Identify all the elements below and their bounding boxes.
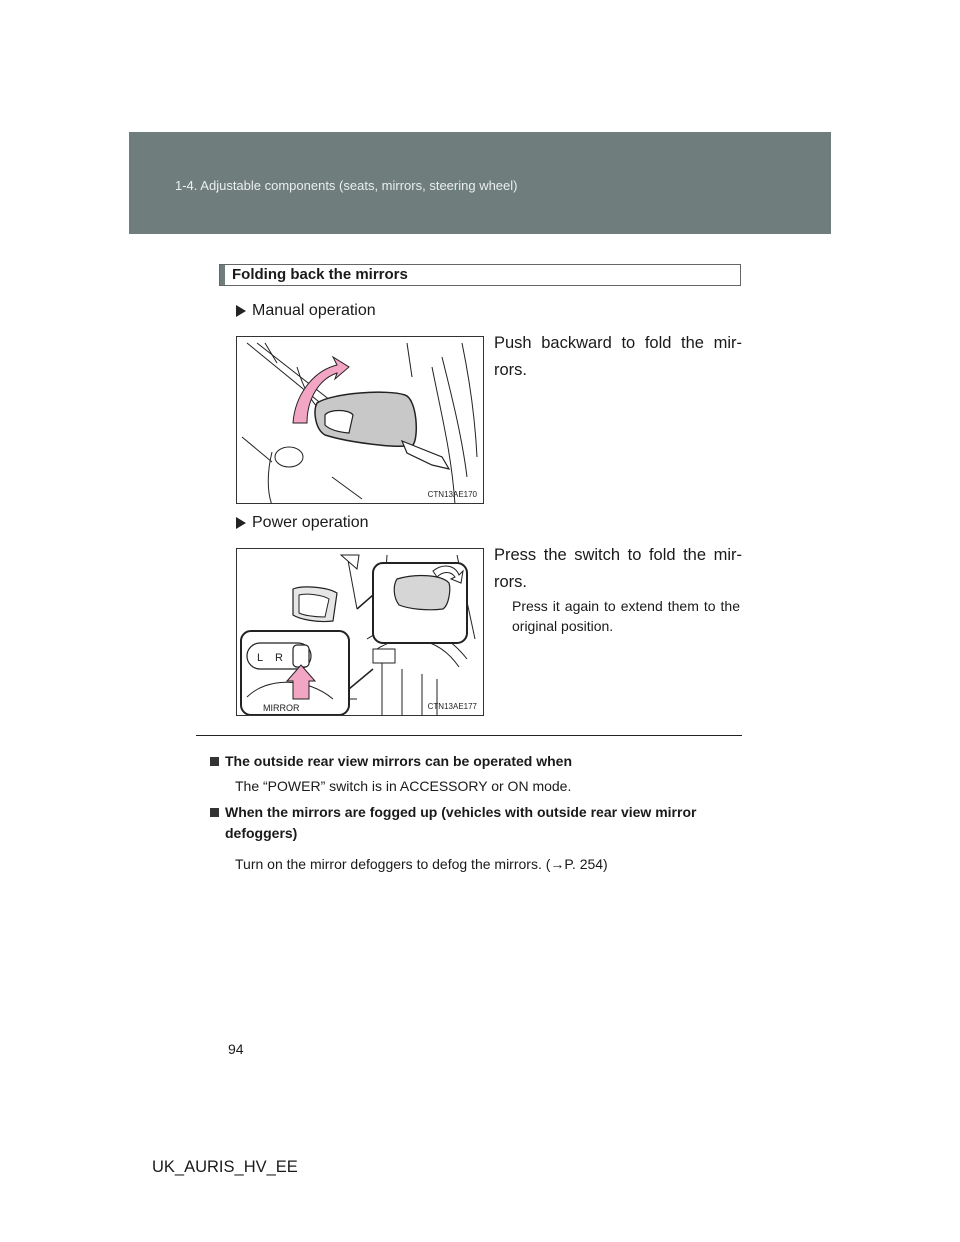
- power-figure-code: CTN13AE177: [427, 702, 477, 711]
- power-subinstruction-text: Press it again to extend them to the original position.: [512, 598, 740, 634]
- power-instruction-text: Press the switch to fold the mir-rors.: [494, 546, 742, 591]
- section-header-title: 1-4. Adjustable components (seats, mirrors, steering wheel): [175, 178, 518, 193]
- manual-operation-text: Manual operation: [252, 302, 376, 319]
- square-bullet-icon: [210, 757, 219, 766]
- note-body: Turn on the mirror defoggers to defog the mirrors. (→P. 254): [235, 856, 608, 872]
- section-accent: [220, 265, 225, 285]
- note-fogged-mirrors: [222, 802, 752, 875]
- note-body: The “POWER” switch is in ACCESSORY or ON mode.: [235, 778, 572, 794]
- note-operation-condition: [222, 751, 752, 797]
- square-bullet-icon: [210, 808, 219, 817]
- power-fold-illustration: [236, 548, 484, 716]
- switch-left-label: L: [257, 652, 264, 664]
- manual-instruction-text: Push backward to fold the mir-rors.: [494, 334, 742, 379]
- manual-operation-label: [236, 302, 376, 320]
- page-number: 94: [228, 1041, 244, 1057]
- section-title: Folding back the mirrors: [232, 266, 408, 283]
- notes-divider: [196, 735, 742, 736]
- mirror-manual-drawing: [237, 337, 484, 504]
- switch-panel-label: MIRROR: [263, 703, 300, 713]
- switch-right-label: R: [275, 652, 283, 664]
- power-operation-label: [236, 514, 369, 532]
- door-handle-shape: [275, 447, 303, 467]
- manual-fold-illustration: [236, 336, 484, 504]
- footer-document-code: UK_AURIS_HV_EE: [152, 1158, 298, 1176]
- triangle-bullet-icon: [236, 305, 246, 317]
- section-title-bar: [219, 264, 741, 286]
- note-heading: The outside rear view mirrors can be operated when: [225, 753, 572, 769]
- triangle-bullet-icon: [236, 517, 246, 529]
- mirror-switch-drawing: [237, 549, 484, 716]
- note-heading: When the mirrors are fogged up (vehicles with outside rear view mirror defoggers): [225, 804, 697, 841]
- fold-switch-button: [293, 645, 309, 667]
- power-operation-text: Power operation: [252, 514, 369, 531]
- manual-figure-code: CTN13AE170: [427, 490, 477, 499]
